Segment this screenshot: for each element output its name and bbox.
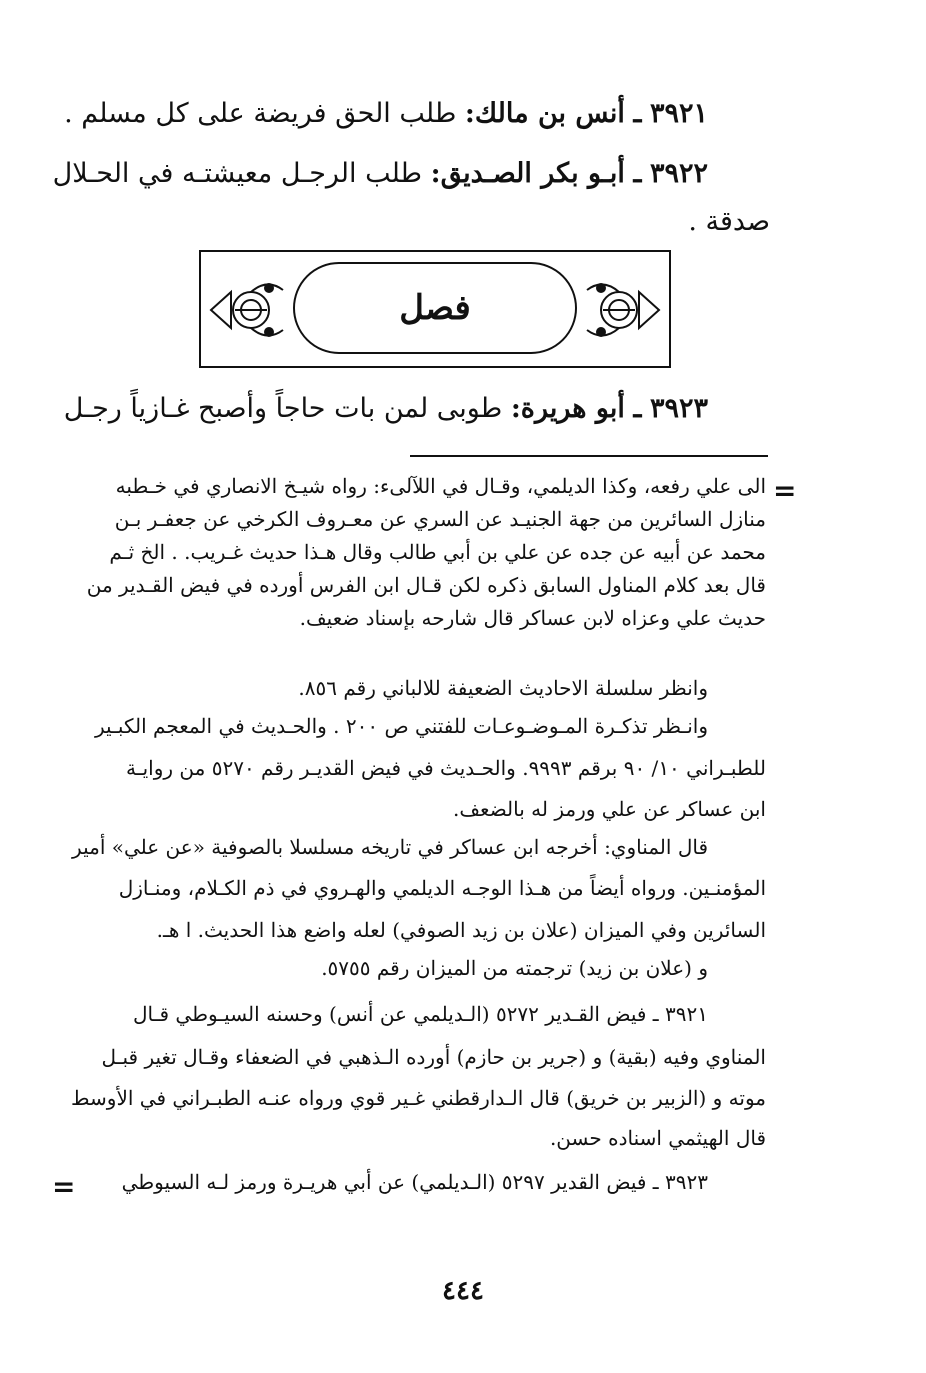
footnote-line: للطبـراني ١٠/ ٩٠ برقم ٩٩٩٣. والحـديث في فيض القديـر رقم ٥٢٧٠ من روايـة [126,756,766,780]
footnote-line: قال الهيثمي اسناده حسن. [549,1126,766,1150]
footnote-line: منازل السائرين من جهة الجنيـد عن السري عن معـروف الكرخي عن جعفـر بـن [114,507,766,531]
entry-dash: ـ [633,158,642,189]
section-title: فصل [399,288,471,328]
footnote-line: المؤمنـين. ورواه أيضاً من هـذا الوجـه الديلمي والهـروي في ذم الكـلام، ومنـازل [118,876,766,900]
entry-narrator: أبـو بكر الصـديق: [430,158,625,189]
entry-text: طوبى لمن بات حاجاً وأصبح غـازياً رجـل [63,393,503,424]
footnote-line: ٣٩٢١ ـ فيض القـدير ٥٢٧٢ (الـديلمي عن أنس) وحسنه السيـوطي قـال [133,1002,708,1026]
footnote-line: وانـظر تذكـرة المـوضـوعـات للفتني ص ٢٠٠ . والحـديث في المعجم الكبـير [94,714,708,738]
entry-continuation: صدقة . [688,206,770,237]
footnote-divider [410,455,768,457]
footnote-line: ٣٩٢٣ ـ فيض القدير ٥٢٩٧ (الـديلمي) عن أبي هريـرة ورمز لـه السيوطي [121,1170,708,1194]
entry-3923 [64,393,708,424]
continuation-mark-top: = [773,474,797,507]
continuation-mark-bottom: = [52,1170,76,1203]
section-heading-frame [293,262,577,354]
footnote-line: ابن عساكر عن علي ورمز له بالضعف. [453,797,766,821]
ornament-left-icon [207,268,291,352]
footnote-line: قال بعد كلام المناول السابق ذكره لكن قـال ابن الفرس أورده في فيض القـدير من [86,573,766,597]
footnote-line: حديث علي وعزاه لابن عساكر قال شارحه بإسناد ضعيف. [299,606,766,630]
entry-text: طلب الرجـل معيشتـه في الحـلال [52,158,423,189]
footnote-line: السائرين وفي الميزان (علان بن زيد الصوفي) لعله واضع هذا الحديث. ا هـ. [156,918,766,942]
footnote-line: و (علان بن زيد) ترجمته من الميزان رقم ٥٧٥٥. [321,956,708,980]
ornament-right-icon [579,268,663,352]
entry-3922 [53,158,708,189]
entry-text: طلب الحق فريضة على كل مسلم . [64,98,457,129]
footnote-line: المناوي وفيه (بقية) و (جرير بن حازم) أورده الـذهبي في الضعفاء وقـال تغير قبـل [101,1045,766,1069]
entry-narrator: أنس بن مالك: [464,98,625,129]
entry-dash: ـ [633,393,642,424]
footnote-line: وانظر سلسلة الاحاديث الضعيفة للالباني رقم ٨٥٦. [298,676,708,700]
entry-number: ٣٩٢١ [649,98,708,129]
entry-narrator: أبو هريرة: [510,393,625,424]
entry-number: ٣٩٢٢ [649,158,708,189]
page-number: ٤٤٤ [442,1276,484,1306]
footnote-line: قال المناوي: أخرجه ابن عساكر في تاريخه مسلسلا بالصوفية «عن علي» أمير [72,835,708,859]
footnote-line: الى علي رفعه، وكذا الديلمي، وقـال في اللآلىء: رواه شيـخ الانصاري في خـطبه [115,474,766,498]
section-heading-box [199,250,671,368]
entry-3921 [64,98,708,129]
entry-number: ٣٩٢٣ [649,393,708,424]
footnote-line: محمد عن أبيه عن جده عن علي بن أبي طالب وقال هـذا حديث غـريب. . الخ ثـم [109,540,766,564]
footnote-line: موته و (الزبير بن خريق) قال الـدارقطني غـير قوي ورواه عنـه الطبـراني في الأوسط [71,1086,766,1110]
entry-dash: ـ [633,98,642,129]
